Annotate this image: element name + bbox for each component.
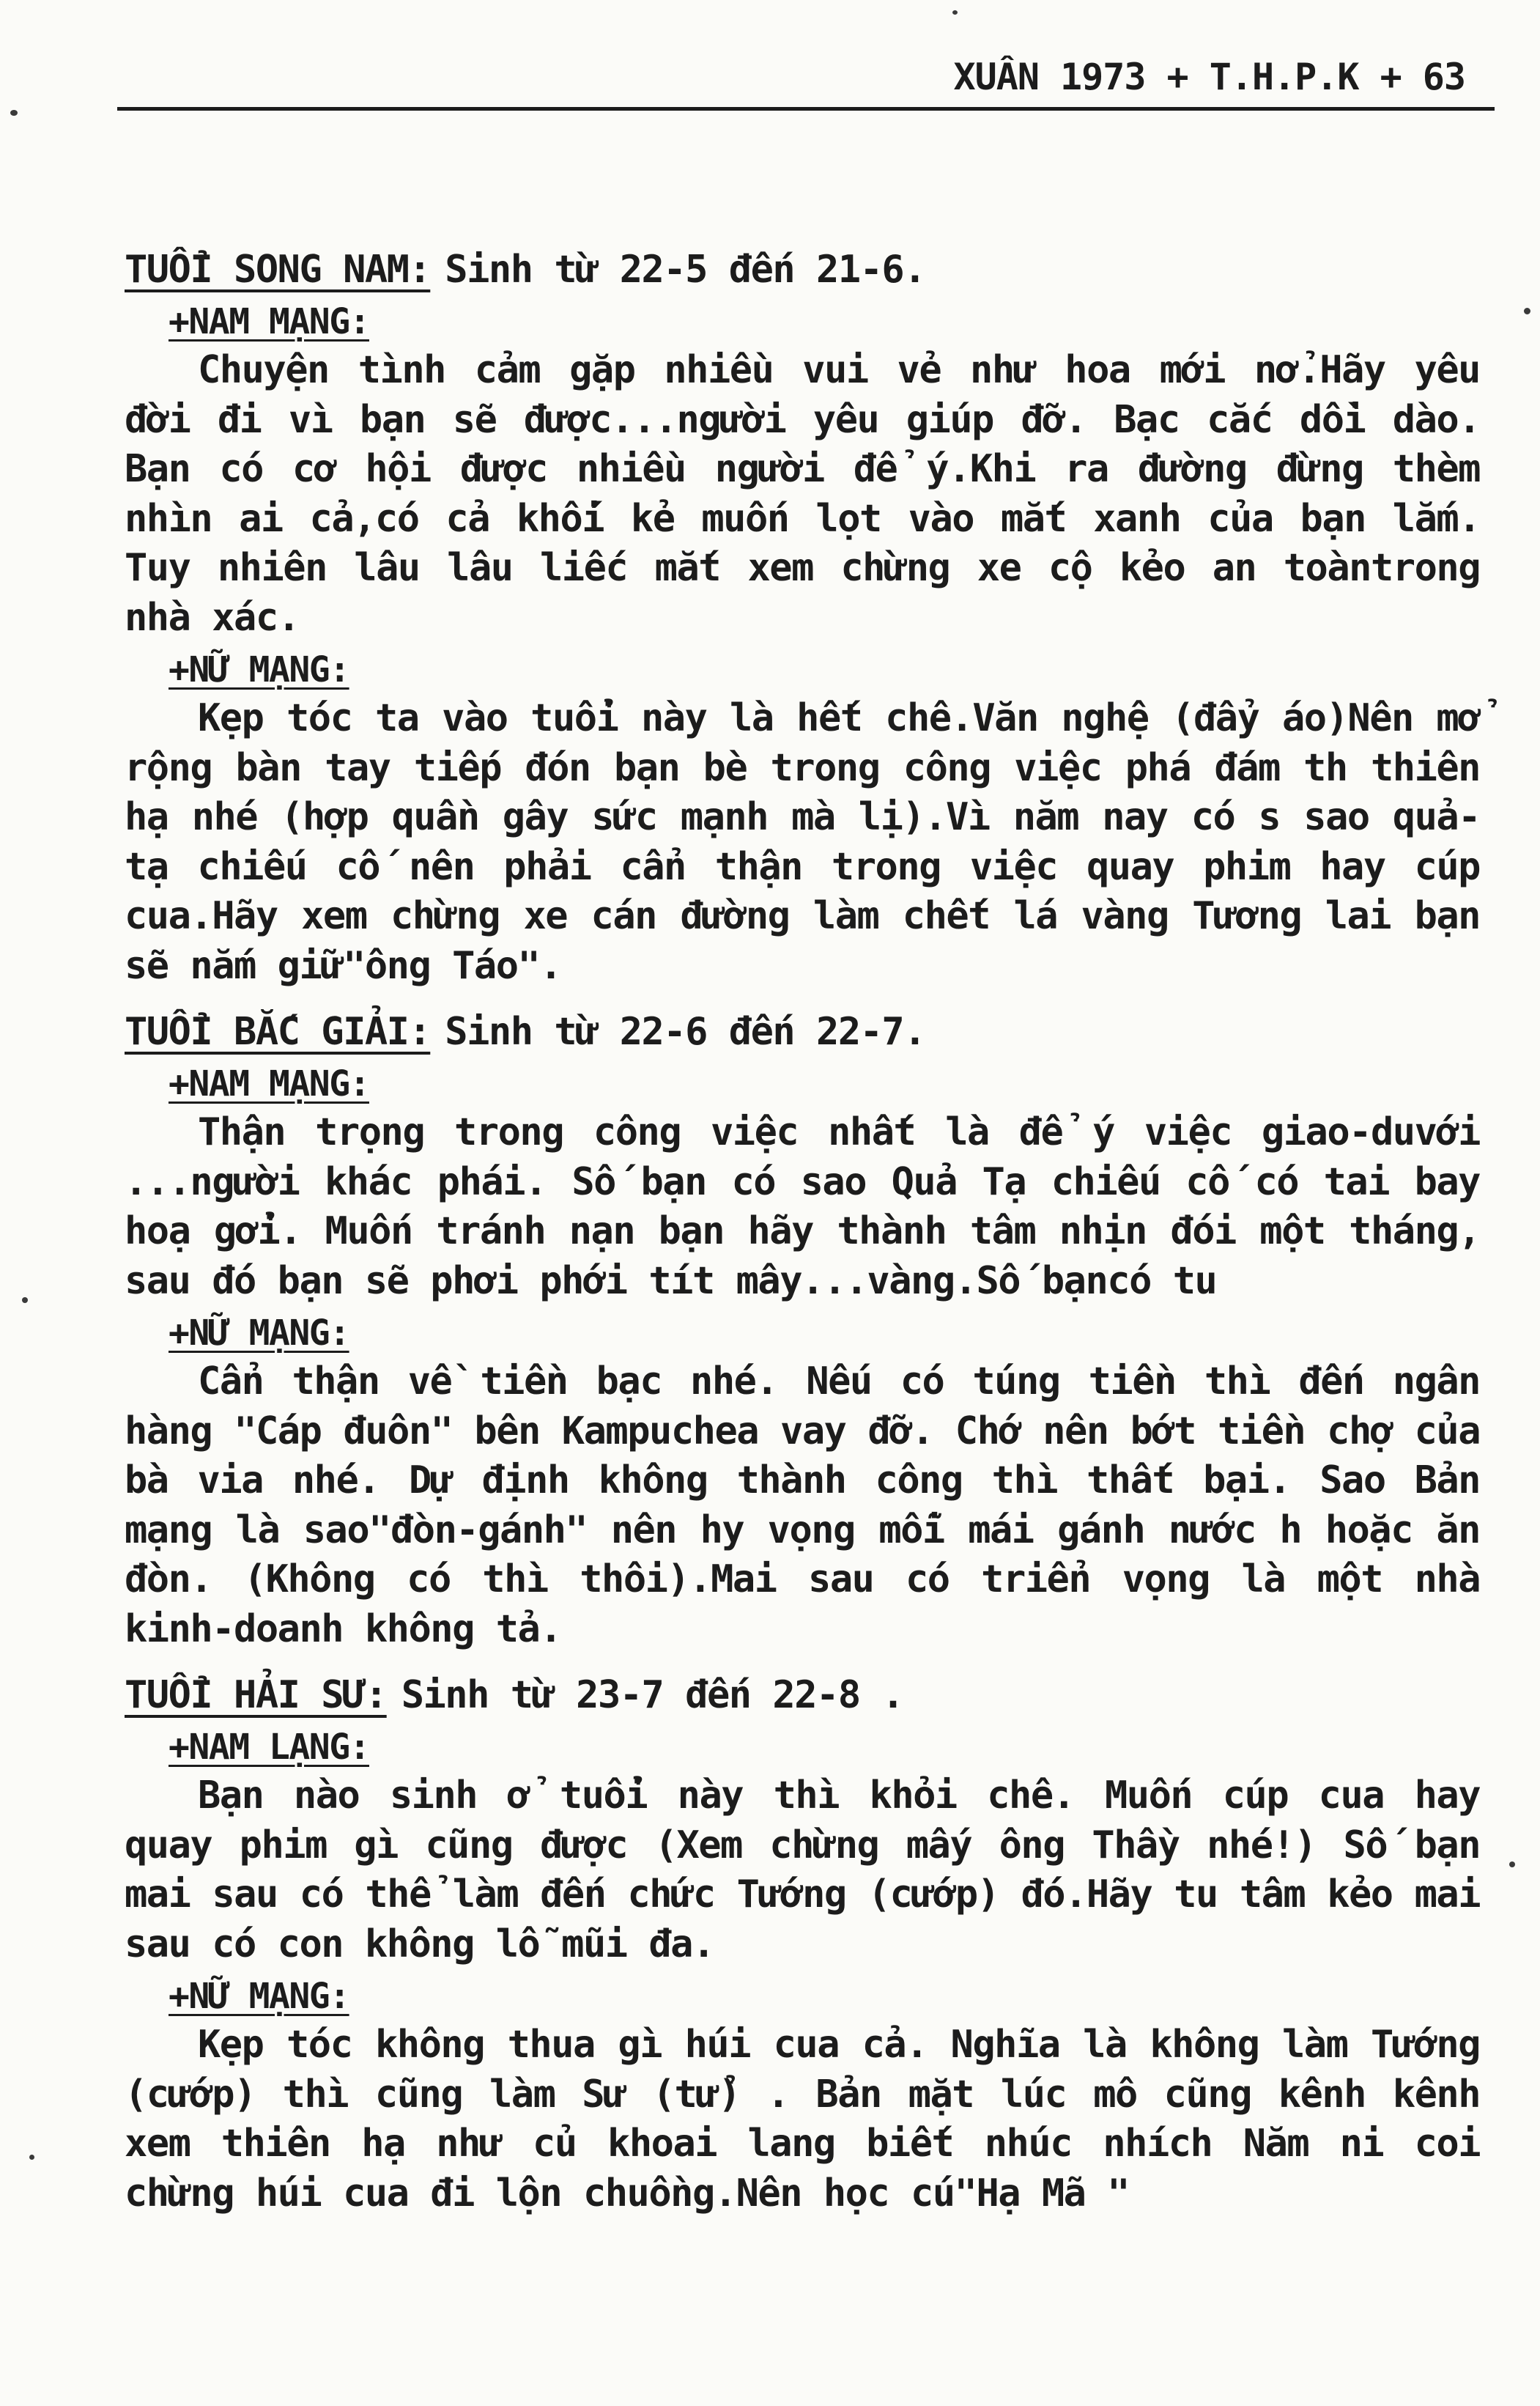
subsection-label: +NAM MẠNG: — [169, 1063, 369, 1104]
section-title: TUỔI BẮC GIẢI: — [125, 1010, 431, 1054]
zodiac-section — [110, 1004, 1487, 1654]
section-birth-dates: Sinh từ 22-5 đến 21-6. — [445, 248, 926, 292]
scan-speck — [10, 110, 18, 116]
zodiac-section — [110, 1667, 1487, 2218]
subsection-label: +NỮ MẠNG: — [169, 1976, 349, 2017]
section-title: TUỔI SONG NAM: — [125, 248, 431, 292]
section-title: TUỔI HẢI SƯ: — [125, 1673, 387, 1717]
scan-speck — [1509, 1861, 1515, 1867]
horoscope-paragraph: Chuyện tình cảm gặp nhiều vui vẻ như hoa mới nở.Hãy yêu đời đi vì bạn sẽ được...người yêu giúp đỡ. Bạc cắc dồi dào. Bạn có cơ hội được nhiều người để ý.Khi ra đường đừng thèm nhìn ai cả,có cả khối kẻ muốn lọt vào mắt xanh của bạn lắm. Tuy nhiên lâu lâu liếc mắt xem chừng xe cộ kẻo an toàntrong nhà xác. — [125, 348, 1480, 640]
page-running-head: XUÂN 1973 + T.H.P.K + 63 — [953, 56, 1465, 98]
scan-speck — [22, 1297, 28, 1303]
horoscope-paragraph: Kẹp tóc ta vào tuổi này là hết chê.Văn nghệ (đẩy áo)Nên mở rộng bàn tay tiếp đón bạn bè trong công việc phá đám th thiên hạ nhé (hợp quần gây sức mạnh mà lị).Vì năm nay có s sao quả-tạ chiếu cố nên phải cẩn thận trong việc quay phim hay cúp cua.Hãy xem chừng xe cán đường làm chết lá vàng Tương lai bạn sẽ nắm giữ"ông Táo". — [125, 696, 1480, 988]
subsection-label: +NAM MẠNG: — [169, 301, 369, 342]
subsection-label: +NỮ MẠNG: — [169, 1313, 349, 1354]
scan-speck — [29, 2155, 34, 2160]
horoscope-content — [110, 242, 1487, 2232]
subsection-label: +NAM LẠNG: — [169, 1727, 369, 1768]
section-birth-dates: Sinh từ 22-6 đến 22-7. — [445, 1010, 926, 1054]
section-heading — [125, 1004, 1487, 1060]
running-header — [117, 50, 1495, 111]
scan-speck — [952, 10, 958, 15]
section-heading — [125, 242, 1487, 298]
subsection-label: +NỮ MẠNG: — [169, 649, 349, 690]
zodiac-section — [110, 242, 1487, 991]
horoscope-paragraph: Kẹp tóc không thua gì húi cua cả. Nghĩa là không làm Tướng (cướp) thì cũng làm Sư (tử) . Bản mặt lúc mô cũng kênh kênh xem thiên hạ như củ khoai lang biết nhúc nhích Năm ni coi chừng húi cua đi lộn chuồng.Nên học cú"Hạ Mã " — [125, 2023, 1480, 2215]
horoscope-paragraph: Thận trọng trong công việc nhất là để ý việc giao-duvới ...người khác phái. Số bạn có sao Quả Tạ chiếu cố có tai bay hoạ gởi. Muốn tránh nạn bạn hãy thành tâm nhịn đói một tháng, sau đó bạn sẽ phơi phới tít mây...vàng.Số bạncó tu — [125, 1110, 1480, 1303]
horoscope-paragraph: Bạn nào sinh ở tuổi này thì khỏi chê. Muốn cúp cua hay quay phim gì cũng được (Xem chừng mấy ông Thầy nhé!) Số bạn mai sau có thể làm đến chức Tướng (cướp) đó.Hãy tu tâm kẻo mai sau có con không lỗ mũi đa. — [125, 1774, 1480, 1966]
scan-speck — [1524, 308, 1530, 314]
section-heading — [125, 1667, 1487, 1723]
horoscope-paragraph: Cẩn thận về tiền bạc nhé. Nếu có túng tiền thì đến ngân hàng "Cáp đuôn" bên Kampuchea vay đỡ. Chớ nên bớt tiền chợ của bà via nhé. Dự định không thành công thì thất bại. Sao Bản mạng là sao"đòn-gánh" nên hy vọng mỗi mái gánh nước h hoặc ăn đòn. (Không có thì thôi).Mai sau có triển vọng là một nhà kinh-doanh không tả. — [125, 1359, 1480, 1651]
section-birth-dates: Sinh từ 23-7 đến 22-8 . — [401, 1673, 904, 1717]
